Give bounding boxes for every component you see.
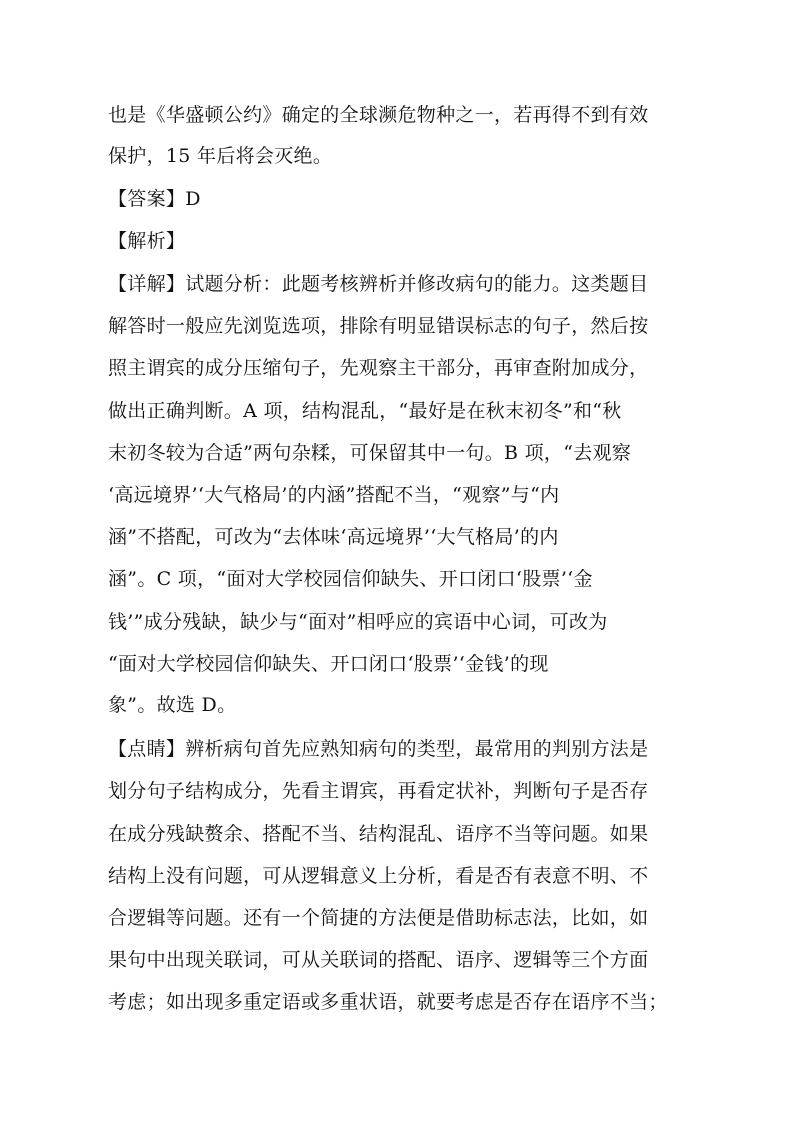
text-line: 钱’”成分残缺，缺少与“面对”相呼应的宾语中心词，可改为 — [108, 611, 608, 633]
text-line: 涵”。C 项，“面对大学校园信仰缺失、开口闭口‘股票’‘金 — [108, 568, 593, 590]
text-line: 也是《华盛顿公约》确定的全球濒危物种之一，若再得不到有效 — [108, 104, 649, 126]
text-line: 在成分残缺赘余、搭配不当、结构混乱、语序不当等问题。如果 — [108, 823, 649, 845]
answer-label: 【答案】D — [108, 188, 201, 210]
text-line: 果句中出现关联词，可从关联词的搭配、语序、逻辑等三个方面 — [108, 949, 649, 971]
text-line: 做出正确判断。A 项，结构混乱，“最好是在秋末初冬”和“秋 — [108, 400, 622, 422]
text-line: 合逻辑等问题。还有一个简捷的方法便是借助标志法，比如，如 — [108, 907, 649, 929]
text-line: 照主谓宾的成分压缩句子，先观察主干部分，再审查附加成分， — [108, 357, 649, 379]
text-line: “面对大学校园信仰缺失、开口闭口‘股票’‘金钱’的现 — [108, 653, 549, 675]
text-line: 象”。故选 D。 — [108, 694, 237, 716]
text-line: 考虑；如出现多重定语或多重状语，就要考虑是否存在语序不当； — [108, 991, 668, 1013]
text-line: 结构上没有问题，可从逻辑意义上分析，看是否有表意不明、不 — [108, 865, 649, 887]
analysis-heading: 【解析】 — [108, 230, 186, 252]
text-line: 【点睛】辨析病句首先应熟知病句的类型，最常用的判别方法是 — [108, 738, 649, 760]
text-line: 末初冬较为合适”两句杂糅，可保留其中一句。B 项，“去观察 — [108, 442, 632, 464]
text-line: 解答时一般应先浏览选项，排除有明显错误标志的句子，然后按 — [108, 315, 649, 337]
text-line: 【详解】试题分析：此题考核辨析并修改病句的能力。这类题目 — [108, 273, 649, 295]
text-line: ‘高远境界’‘大气格局’的内涵”搭配不当，“观察”与“内 — [108, 484, 560, 506]
text-line: 保护，15 年后将会灭绝。 — [108, 145, 333, 167]
text-line: 涵”不搭配，可改为“去体味‘高远境界’‘大气格局’的内 — [108, 526, 559, 548]
text-line: 划分句子结构成分，先看主谓宾，再看定状补，判断句子是否存 — [108, 780, 649, 802]
